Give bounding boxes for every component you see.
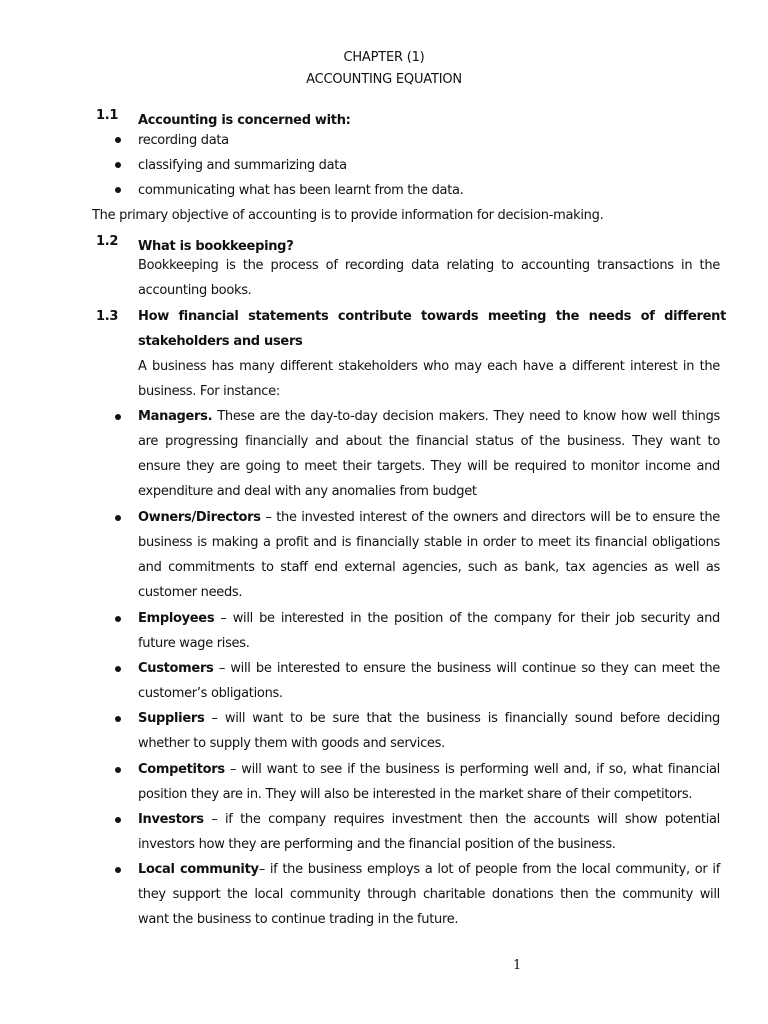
stakeholders-intro: A business has many different stakeholders who may each have a different interest in the business. For instance: [138,359,720,399]
stakeholder-item-owners [138,505,720,605]
bullet-icon [115,666,121,672]
stakeholder-term: Customers [138,661,214,676]
section-number: 1.1 [96,108,119,123]
bullet-icon [115,162,121,168]
bullet-icon [115,817,121,823]
stakeholder-term: Employees [138,611,215,626]
bullet-icon [115,616,121,622]
stakeholder-item-local-community [138,857,720,932]
stakeholder-description: – the invested interest of the owners and directors will be to ensure the business is making a profit and is financially stable in order to meet its financial obligations and commitments to staff end external agencies, such as bank, tax agencies as well as customer needs. [138,510,720,600]
stakeholder-description: – will want to be sure that the business is financially sound before deciding whether to supply them with goods and services. [138,711,720,751]
stakeholder-term: Owners/Directors [138,510,261,525]
stakeholder-description: – will be interested to ensure the business will continue so they can meet the customer’s obligations. [138,661,720,701]
bullet-icon [115,767,121,773]
list-item: recording data [138,133,229,148]
bookkeeping-definition: Bookkeeping is the process of recording data relating to accounting transactions in the accounting books. [138,258,720,298]
stakeholder-term: Managers. [138,409,213,424]
stakeholder-description: – will want to see if the business is performing well and, if so, what financial position they are in. They will also be interested in the market share of their competitors. [138,762,720,802]
bullet-icon [115,716,121,722]
page-number: 1 [513,958,522,973]
stakeholder-item-competitors [138,757,720,807]
list-item: communicating what has been learnt from the data. [138,183,464,198]
stakeholder-term: Suppliers [138,711,205,726]
bullet-icon [115,414,121,420]
objective-text: The primary objective of accounting is to provide information for decision-making. [92,208,604,223]
chapter-title: ACCOUNTING EQUATION [306,72,462,87]
stakeholder-term: Local community [138,862,259,877]
bullet-icon [115,867,121,873]
stakeholder-description: These are the day-to-day decision makers. They need to know how well things are progressing financially and about the financial status of the business. They want to ensure they are going to meet their targets. They will be required to monitor income and expenditure and deal with any anomalies from budget [138,409,720,499]
stakeholder-description: – if the company requires investment then the accounts will show potential investors how they are performing and the financial position of the business. [138,812,720,852]
section-number: 1.3 [96,309,119,324]
stakeholder-item-suppliers [138,706,720,756]
stakeholder-item-employees [138,606,720,656]
bullet-icon [115,515,121,521]
stakeholder-term: Competitors [138,762,225,777]
section-title: How financial statements contribute towards meeting the needs of different stakeholders and users [138,309,726,349]
section-title: Accounting is concerned with: [138,113,351,128]
stakeholder-item-managers [138,404,720,504]
section-number: 1.2 [96,234,119,249]
bullet-icon [115,137,121,143]
stakeholder-item-customers [138,656,720,706]
stakeholder-item-investors [138,807,720,857]
bullet-icon [115,187,121,193]
chapter-label: CHAPTER (1) [343,50,425,65]
stakeholder-description: – will be interested in the position of the company for their job security and future wage rises. [138,611,720,651]
section-title: What is bookkeeping? [138,239,294,254]
stakeholder-term: Investors [138,812,204,827]
list-item: classifying and summarizing data [138,158,347,173]
stakeholder-description: – if the business employs a lot of people from the local community, or if they support the local community through charitable donations then the community will want the business to continue trading in the future. [138,862,720,927]
